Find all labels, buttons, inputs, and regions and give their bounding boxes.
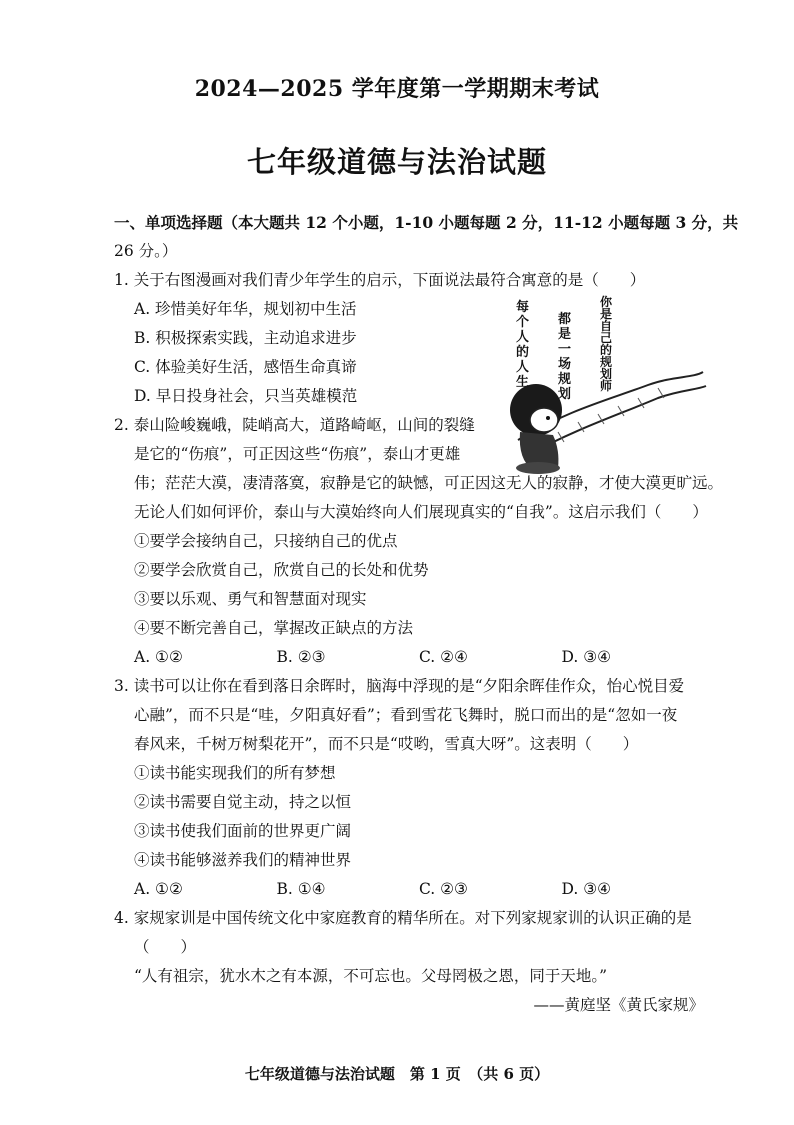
cartoon-caption-right: 你是自己的规划师 [600, 295, 613, 393]
question-2-line-4: 无论人们如何评价，泰山与大漠始终向人们展现真实的“自我”。这启示我们（ ） [134, 503, 708, 521]
question-2-line-2: 是它的“伤痕”，可正因这些“伤痕”，泰山才更雄 [134, 445, 461, 463]
question-3-choice-b: B. ①④ [276, 880, 326, 898]
question-2-choice-b: B. ②③ [276, 648, 326, 666]
question-3-item-4: ④读书能够滋养我们的精神世界 [134, 851, 352, 869]
cartoon-caption-middle: 都是一场规划 [558, 312, 572, 402]
question-3-line-2: 心融”，而不只是“哇，夕阳真好看”；看到雪花飞舞时，脱口而出的是“忽如一夜 [134, 706, 678, 724]
exam-title: 2024—2025 学年度第一学期期末考试 [194, 76, 600, 102]
question-2-line-3: 伟；茫茫大漠，凄清落寞，寂静是它的缺憾，可正因这无人的寂静，才使大漠更旷远。 [134, 474, 724, 492]
question-3-item-1: ①读书能实现我们的所有梦想 [134, 764, 336, 782]
question-3-choice-a: A. ①② [134, 880, 183, 898]
question-3-item-2: ②读书需要自觉主动，持之以恒 [134, 793, 352, 811]
question-3-choice-c: C. ②③ [419, 880, 468, 898]
question-3-line-3: 春风来，千树万树梨花开”，而不只是“哎哟，雪真大呀”。这表明（ ） [134, 735, 639, 753]
question-2-item-3: ③要以乐观、勇气和智慧面对现实 [134, 590, 367, 608]
section-heading-continued: 26 分。） [114, 242, 178, 260]
question-4-quote-source: ——黄庭坚《黄氏家规》 [533, 996, 704, 1014]
question-1-stem: 1. 关于右图漫画对我们青少年学生的启示，下面说法最符合寓意的是（ ） [114, 271, 646, 289]
question-1-option-b: B. 积极探索实践，主动追求进步 [134, 329, 357, 347]
question-1-option-c: C. 体验美好生活，感悟生命真谛 [134, 358, 357, 376]
question-2-choice-a: A. ①② [134, 648, 183, 666]
question-3-line-1: 3. 读书可以让你在看到落日余晖时，脑海中浮现的是“夕阳余晖佳作众，怡心悦目爱 [114, 677, 685, 695]
question-2-item-2: ②要学会欣赏自己，欣赏自己的长处和优势 [134, 561, 429, 579]
exam-body [114, 208, 739, 1020]
question-3-item-3: ③读书使我们面前的世界更广阔 [134, 822, 352, 840]
question-3-choice-d: D. ③④ [561, 880, 612, 898]
question-2-item-4: ④要不断完善自己，掌握改正缺点的方法 [134, 619, 414, 637]
question-2-choice-d: D. ③④ [561, 648, 612, 666]
question-4-line-1: 4. 家规家训是中国传统文化中家庭教育的精华所在。对下列家规家训的认识正确的是 [114, 909, 692, 927]
question-4-line-2: （ ） [134, 938, 197, 956]
question-2-choice-c: C. ②④ [419, 648, 468, 666]
question-1-option-a: A. 珍惜美好年华，规划初中生活 [134, 300, 357, 318]
question-2-choices [114, 643, 704, 672]
section-heading: 一、单项选择题（本大题共 12 个小题，1-10 小题每题 2 分，11-12 小题每题 3 分，共 [114, 213, 739, 232]
exam-subject-title: 七年级道德与法治试题 [246, 145, 547, 179]
question-4-quote: “人有祖宗，犹水木之有本源，不可忘也。父母罔极之恩，同于天地。” [134, 967, 608, 985]
question-1-option-d: D. 早日投身社会，只当英雄模范 [134, 387, 358, 405]
question-3-choices [114, 875, 704, 904]
page-footer: 七年级道德与法治试题 第 1 页 （共 6 页） [244, 1065, 550, 1083]
question-2-line-1: 2. 泰山险峻巍峨，陡峭高大，道路崎岖，山间的裂缝 [114, 416, 475, 434]
question-2-item-1: ①要学会接纳自己，只接纳自己的优点 [134, 532, 398, 550]
cartoon-caption-left: 每个人的人生 [516, 300, 530, 390]
